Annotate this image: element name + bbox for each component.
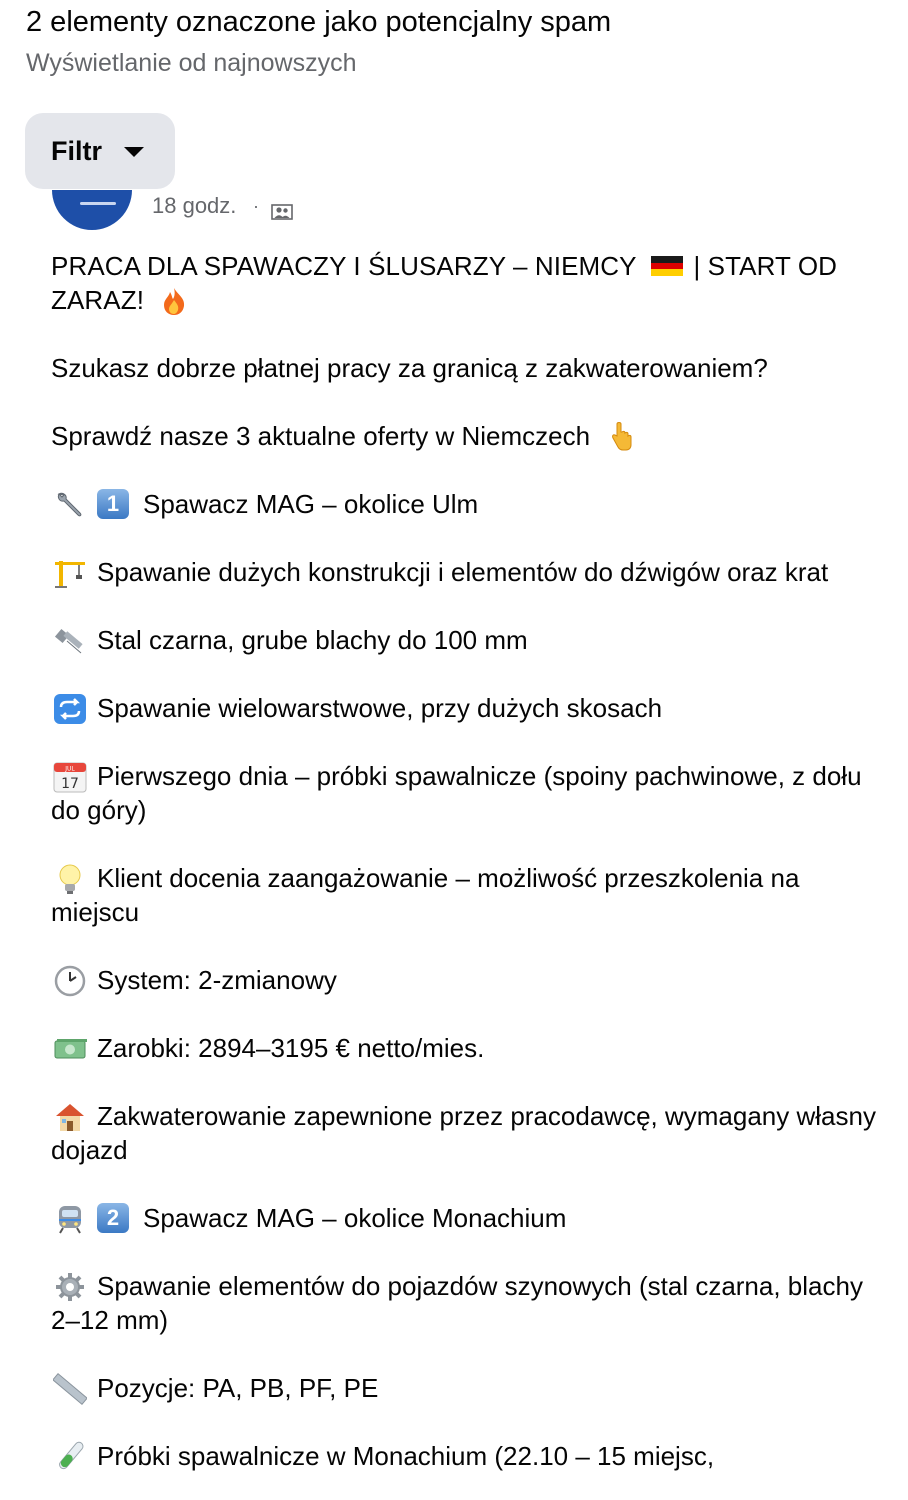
offer1-system (51, 963, 881, 997)
offer2-work-text: Spawanie elementów do pojazdów szynowych (stal czarna, blachy 2–12 mm) (51, 1271, 863, 1335)
offer1-title: Spawacz MAG – okolice Ulm (143, 489, 479, 519)
pointing-down-icon (603, 419, 641, 453)
post-headline-text: PRACA DLA SPAWACZY I ŚLUSARZY – NIEMCY (51, 251, 637, 281)
offer2-tests-text: Próbki spawalnicze w Monachium (22.10 – 15 miejsc, (97, 1441, 715, 1471)
post-card (0, 190, 908, 1500)
offer1-work (51, 555, 881, 589)
filter-label: Filtr (51, 135, 102, 166)
offer1-system-text: System: 2-zmianowy (97, 965, 337, 995)
offer1-pay (51, 1031, 881, 1065)
meta-separator: · (253, 196, 259, 216)
number-badge-1: 1 (97, 489, 129, 519)
offer1-steel (51, 623, 881, 657)
repeat-icon (51, 691, 89, 725)
offer1-test (51, 759, 881, 827)
offer1-client (51, 861, 881, 929)
offer1-work-text: Spawanie dużych konstrukcji i elementów do dźwigów oraz krat (97, 557, 829, 587)
page-header (26, 0, 886, 80)
post-headline (51, 249, 881, 317)
filter-button[interactable] (25, 113, 175, 189)
calendar-icon (51, 759, 89, 793)
crane-icon (51, 555, 89, 589)
offer1-client-text: Klient docenia zaangażowanie – możliwość przeszkolenia na miejscu (51, 863, 800, 927)
number-badge-2: 2 (97, 1203, 129, 1233)
avatar[interactable] (52, 190, 132, 230)
offer2-work (51, 1269, 881, 1337)
calendar-month: JUL (65, 765, 75, 773)
post-meta (0, 190, 908, 236)
nut-and-bolt-icon (51, 623, 89, 657)
offer1-multilayer-text: Spawanie wielowarstwowe, przy dużych skosach (97, 693, 663, 723)
offer2-heading (51, 1201, 881, 1235)
offer1-heading (51, 487, 881, 521)
post-timestamp[interactable]: 18 godz. (152, 193, 237, 218)
light-bulb-icon (51, 861, 89, 895)
offer1-housing (51, 1099, 881, 1167)
test-tube-icon (51, 1439, 89, 1473)
offer1-pay-text: Zarobki: 2894–3195 € netto/mies. (97, 1033, 485, 1063)
caret-down-icon (124, 147, 144, 157)
offer1-multilayer (51, 691, 881, 725)
offer2-positions-text: Pozycje: PA, PB, PF, PE (97, 1373, 379, 1403)
clock-icon (51, 963, 89, 997)
gear-icon (51, 1269, 89, 1303)
offer2-positions (51, 1371, 881, 1405)
group-audience-icon (271, 204, 293, 220)
train-icon (51, 1201, 89, 1235)
sort-subtitle: Wyświetlanie od najnowszych (26, 49, 357, 77)
intro-paragraph: Szukasz dobrze płatnej pracy za granicą z zakwaterowaniem? (51, 353, 768, 383)
house-icon (51, 1099, 89, 1133)
offer1-steel-text: Stal czarna, grube blachy do 100 mm (97, 625, 528, 655)
offers-paragraph (51, 419, 881, 453)
ruler-icon (51, 1371, 89, 1405)
offer1-housing-text: Zakwaterowanie zapewnione przez pracodawcę, wymagany własny dojazd (51, 1101, 876, 1165)
post-body (51, 249, 881, 1500)
page-title: 2 elementy oznaczone jako potencjalny spam (26, 6, 612, 38)
fire-icon (155, 283, 193, 317)
wrench-icon (51, 487, 89, 521)
offer2-title: Spawacz MAG – okolice Monachium (143, 1203, 567, 1233)
calendar-day: 17 (61, 776, 79, 792)
post-headline-text-2: | START OD ZARAZ! (51, 251, 838, 315)
banknote-icon (51, 1031, 89, 1065)
offer1-test-text: Pierwszego dnia – próbki spawalnicze (spoiny pachwinowe, z dołu do góry) (51, 761, 862, 825)
offer2-tests (51, 1439, 881, 1473)
offers-text: Sprawdź nasze 3 aktualne oferty w Niemczech (51, 421, 591, 451)
germany-flag-icon (651, 256, 683, 276)
